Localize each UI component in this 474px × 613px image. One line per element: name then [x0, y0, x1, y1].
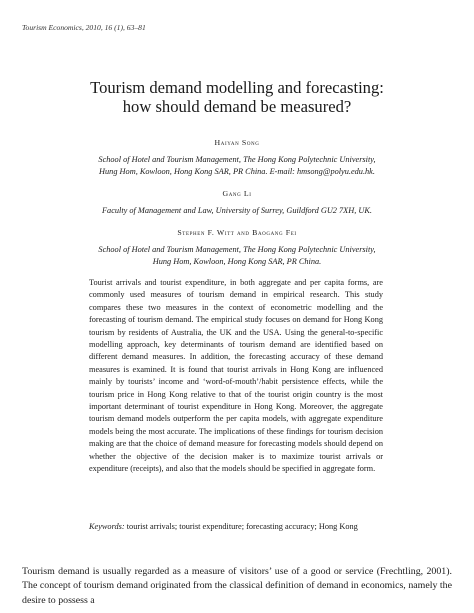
- title-line-1: Tourism demand modelling and forecasting:: [90, 78, 384, 97]
- author-affiliation: [28, 205, 446, 217]
- affiliation-line: Hung Hom, Kowloon, Hong Kong SAR, PR China. E-mail: hmsong@polyu.edu.hk.: [99, 167, 375, 177]
- keywords-label: Keywords:: [89, 522, 125, 531]
- author-name: Stephen F. Witt and Baogang Fei: [177, 228, 297, 237]
- abstract: Tourist arrivals and tourist expenditure, in both aggregate and per capita forms, are commonly used measures of tourism demand in empirical research. This study compares these two measures in the context of econometric modelling and the forecasting of tourism demand. The empirical study focuses on demand for Hong Kong tourism by residents of Australia, the UK and the USA. Using the general-to-specific modelling approach, key determinants of tourism demand are identified based on different demand measures. In addition, the forecasting accuracy of these demand measures is examined. It is found that tourist arrivals in Hong Kong are influenced mainly by tourists’ income and ‘word-of-mouth’/habit persistence effects, while the tourism price in Hong Kong relative to that of the tourist origin country is the most important determinant of tourist expenditure in Hong Kong. Moreover, the aggregate tourism demand models outperform the per capita models, with aggregate expenditure models being the most accurate. The implications of these findings for tourism decision making are that the choice of demand measure for forecasting models should depend on whether the objective of the decision maker is to maximize tourist arrivals or expenditure (receipts), and also that the models should be specified in aggregate form.: [89, 278, 383, 474]
- author-affiliation: [28, 244, 446, 269]
- running-head: Tourism Economics, 2010, 16 (1), 63–81: [22, 23, 146, 32]
- body-paragraph: Tourism demand is usually regarded as a measure of visitors’ use of a good or service (Frechtling, 2001). The concept of tourism demand originated from the classical definition of demand in economics, namely the desire to possess a: [22, 566, 452, 606]
- author-name: Haiyan Song: [214, 138, 260, 147]
- article-title: [0, 78, 474, 116]
- affiliation-line: School of Hotel and Tourism Management, The Hong Kong Polytechnic University,: [98, 155, 376, 164]
- affiliation-line: School of Hotel and Tourism Management, The Hong Kong Polytechnic University,: [98, 245, 376, 254]
- keywords-text: tourist arrivals; tourist expenditure; forecasting accuracy; Hong Kong: [126, 522, 358, 531]
- title-line-2: how should demand be measured?: [122, 97, 352, 116]
- keywords: [89, 521, 383, 533]
- author-name: Gang Li: [222, 189, 252, 198]
- affiliation-line: Faculty of Management and Law, University of Surrey, Guildford GU2 7XH, UK.: [101, 206, 372, 215]
- affiliation-line: Hung Hom, Kowloon, Hong Kong SAR, PR China.: [152, 257, 322, 267]
- author-affiliation: [28, 154, 446, 179]
